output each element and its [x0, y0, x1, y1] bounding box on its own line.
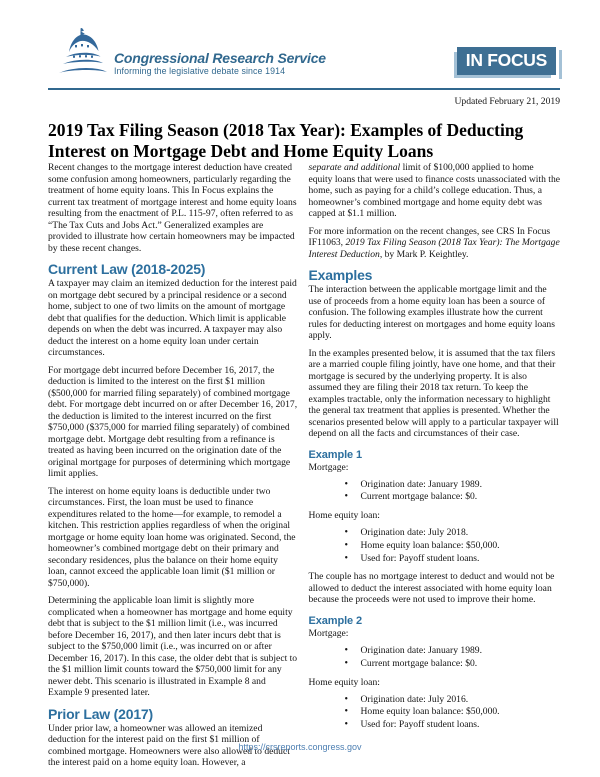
footer-url-link[interactable]: https://crsreports.congress.gov	[238, 742, 362, 752]
org-name: Congressional Research Service	[114, 50, 326, 66]
example-1-heading: Example 1	[308, 448, 363, 461]
example-2-heloc-label: Home equity loan:	[308, 676, 380, 688]
current-law-paragraph-4: Determining the applicable loan limit is slightly more complicated when a homeowner has mortgage and home equity debt that is subject to the $1 million limit (i.e., was incurred before December 16, 2017), and then later incurs debt that is subject to the $750,000 limit (i.e., was incurred on or after December 16, 2017). In this case, the older debt that is subject to the $1 million limit counts toward the $750,000 limit for any newer debt. This scenario is illustrated in Example 8 and Example 9 presented later.	[48, 595, 298, 698]
example-2-mortgage-list	[309, 645, 561, 671]
intro-paragraph: Recent changes to the mortgage interest deduction have created some confusion among homeowners, particularly regarding the treatment of home equity loans. This In Focus explains the current tax treatment of mortgage interest and home equity loans resulting from the enactment of P.L. 115-97, often referred to as “The Tax Cuts and Jobs Act.” Generalized examples are provided to illustrate how certain homeowners may be impacted by these recent changes.	[48, 162, 297, 254]
current-law-paragraph-2: For mortgage debt incurred before December 16, 2017, the deduction is limited to the interest on the first $1 million ($500,000 for married filing separately) of combined mortgage debt. For mortgage debt incurred on or after December 16, 2017, the deduction is limited to the interest incurred on the first $750,000 ($375,000 for married filing separately) of combined mortgage debt. Mortgage debt resulting from a refinance is treated as having been incurred on the origination date of the original mortgage for purposes of determining which mortgage limit applies.	[48, 364, 298, 479]
more-info-suffix: , by Mark P. Keightley.	[379, 248, 469, 260]
example-1-mortgage-list	[309, 479, 561, 505]
list-item: • Used for: Payoff student loans.	[345, 553, 561, 566]
document-body	[48, 162, 560, 775]
header-divider	[48, 88, 560, 90]
list-item: • Origination date: January 1989.	[345, 645, 561, 658]
example-1-heloc-label: Home equity loan:	[308, 510, 380, 522]
page-title-line2: Interest on Mortgage Debt and Home Equity Loans	[48, 140, 434, 161]
org-block	[114, 51, 326, 77]
example-1-heloc-list	[309, 527, 561, 565]
more-info-prefix: For more information on the recent changes, see CRS In Focus IF11063,	[308, 225, 551, 248]
example-1-mortgage-label: Mortgage:	[308, 461, 349, 473]
page-footer	[0, 737, 600, 755]
current-law-heading: Current Law (2018-2025)	[48, 261, 206, 277]
page-title-line1: 2019 Tax Filing Season (2018 Tax Year): Examples of Deducting	[48, 119, 524, 140]
current-law-paragraph-1: A taxpayer may claim an itemized deduction for the interest paid on mortgage debt secured by a principal residence or a second home, subject to one of two limits on the amount of mortgage debt that qualifies for the deduction. Which limit is applicable depends on when the debt was incurred. A taxpayer may also deduct the interest on a home equity loan under certain circumstances.	[48, 278, 297, 358]
example-2-heloc-list	[309, 694, 561, 732]
list-item: • Home equity loan balance: $50,000.	[345, 540, 561, 553]
cited-report-title: 2019 Tax Filing Season (2018 Tax Year): The Mortgage Interest Deduction	[308, 237, 560, 260]
list-item: • Home equity loan balance: $50,000.	[345, 706, 561, 719]
example-2-mortgage-label: Mortgage:	[308, 627, 349, 639]
examples-heading: Examples	[308, 267, 373, 283]
list-item: • Origination date: January 1989.	[345, 479, 561, 492]
prior-law-continued-paragraph	[309, 162, 561, 220]
prior-law-continued-text: limit of $100,000 applied to home equity loans that were used to finance costs unassociated with the home, such as paying for a child’s college education. Thus, a homeowner’s combined mortgage and home equity debt was capped at $1.1 million.	[308, 162, 560, 219]
right-column	[309, 162, 561, 775]
current-law-paragraph-3: The interest on home equity loans is deductible under two circumstances. First, the loan must be used to finance expenditures related to the home—for example, to remodel a kitchen. This restriction applies regardless of when the original mortgage or home equity loan home was originated. Second, the homeowner’s combined mortgage debt on their primary and secondary residences, plus the balance on their home equity loan, cannot exceed the applicable loan limit ($1 million or $750,000).	[48, 485, 296, 589]
list-item: • Used for: Payoff student loans.	[345, 719, 561, 732]
updated-date: Updated February 21, 2019	[454, 96, 560, 107]
org-tagline: Informing the legislative debate since 1914	[114, 66, 286, 76]
example-2-heading: Example 2	[308, 614, 363, 627]
page-title	[48, 120, 562, 162]
prior-law-heading: Prior Law (2017)	[48, 705, 153, 722]
examples-paragraph-1: The interaction between the applicable mortgage limit and the use of proceeds from a home equity loan has been a source of confusion. The following examples illustrate how the current rules for deducting interest on mortgages and home equity loans apply.	[308, 284, 555, 341]
capitol-dome-icon	[55, 27, 109, 85]
in-focus-badge: IN FOCUS	[457, 47, 556, 75]
list-item: • Origination date: July 2016.	[345, 694, 561, 707]
example-1-conclusion: The couple has no mortgage interest to deduct and would not be allowed to deduct the interest associated with home equity loan because the proceeds were not used to improve their home.	[308, 571, 555, 606]
prior-law-paragraph: Under prior law, a homeowner was allowed an itemized deduction for the interest paid on the first $1 million of combined mortgage. Homeowners were also allowed to deduct the interest paid on a home equity loan. However, a	[48, 722, 290, 768]
italic-lead: separate and additional	[308, 162, 401, 173]
list-item: • Current mortgage balance: $0.	[345, 491, 561, 504]
list-item: • Current mortgage balance: $0.	[345, 658, 561, 671]
left-column	[48, 162, 299, 775]
more-info-paragraph	[309, 226, 561, 261]
list-item: • Origination date: July 2018.	[345, 527, 561, 540]
examples-paragraph-2: In the examples presented below, it is assumed that the tax filers are a married couple filing jointly, have one home, and that their mortgage is secured by the underlying property. It is also assumed they are filing their 2018 tax return. To keep the examples tractable, only the information necessary to highlight the general tax treatment that applies is presented. Whether the scenarios presented below will apply to a particular taxpayer will depend on all the facts and circumstances of their case.	[308, 347, 559, 439]
